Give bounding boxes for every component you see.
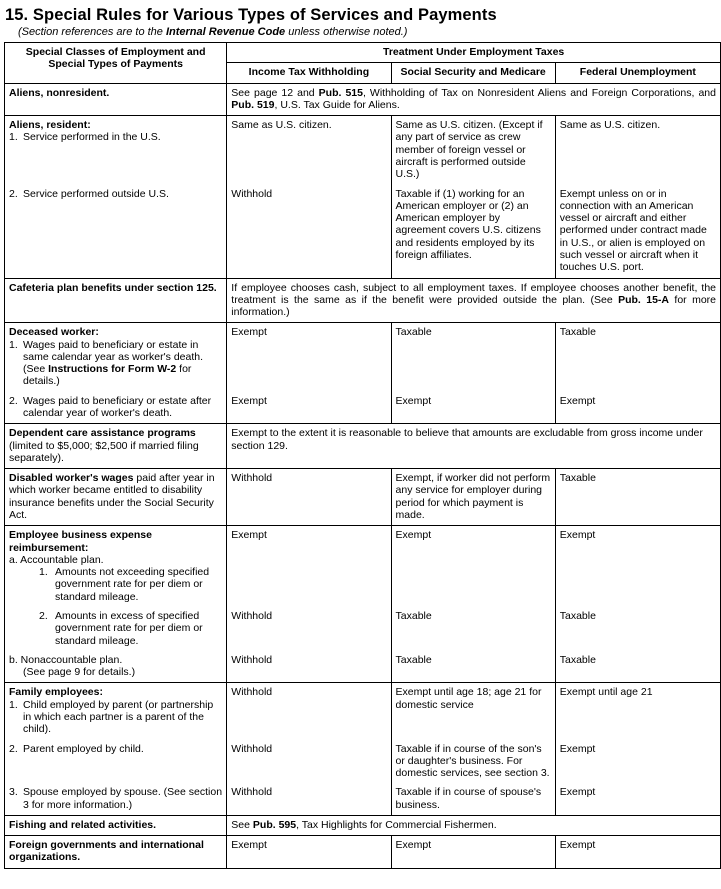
label-bold: Dependent care assistance programs: [9, 427, 196, 440]
row-label-family-employees: [5, 683, 227, 740]
value-futa-ebe-b: Taxable: [555, 651, 720, 683]
row-value-cafeteria-plan: [227, 278, 721, 323]
value-income-aliens-resident-1: Same as U.S. citizen.: [227, 116, 391, 185]
label-text: Deceased worker:: [9, 326, 99, 339]
item-number: 3.: [9, 786, 18, 799]
page-title: 15. Special Rules for Various Types of Services and Payments: [5, 6, 497, 24]
header-special-classes: Special Classes of Employment and Special Types of Payments: [5, 43, 227, 84]
subtitle-suffix: unless otherwise noted.): [285, 26, 408, 38]
t2-2: for more information.): [231, 293, 717, 319]
list-item: [9, 743, 222, 755]
value-ss-family-2: Taxable if in course of the son's or daughter's business. For domestic services, see section 3.: [391, 740, 555, 784]
value-income-ebe-2: Withhold: [227, 607, 391, 651]
value-income-family-3: Withhold: [227, 783, 391, 815]
subtitle-prefix: (Section references are to the: [18, 26, 166, 38]
value-ss-family-1: Exempt until age 18; age 21 for domestic service: [391, 683, 555, 740]
value-futa-disabled: Taxable: [555, 469, 720, 526]
item-text: Child employed by parent (or partnership in which each partner is a parent of the child).: [23, 698, 214, 736]
table-row: [5, 116, 721, 185]
value-futa-aliens-resident-1: Same as U.S. citizen.: [555, 116, 720, 185]
value-ss-disabled: Exempt, if worker did not perform any service for employer during period for which payment is made.: [391, 469, 555, 526]
row-label-deceased-worker-2: [5, 392, 227, 424]
row-label-foreign-governments: [5, 836, 227, 869]
item-text: Amounts not exceeding specified government rate for per diem or standard mileage.: [55, 566, 210, 603]
value-futa-family-1: Exempt until age 21: [555, 683, 720, 740]
value-income-ebe-b: Withhold: [227, 651, 391, 683]
table-row: [5, 323, 721, 392]
row-value-aliens-nonresident: [227, 83, 721, 116]
row-label-aliens-nonresident: [5, 83, 227, 116]
list-item: [9, 188, 222, 200]
row-label-deceased-worker: [5, 323, 227, 392]
value-futa-foreign: Exempt: [555, 836, 720, 869]
table-row: [5, 83, 721, 116]
row-label-employee-business-expense: [5, 526, 227, 607]
table-row: [5, 424, 721, 469]
list-item: [9, 786, 222, 811]
item-text: Service performed in the U.S.: [23, 131, 161, 144]
label-text: Employee business expense reimbursement:: [9, 529, 152, 554]
value-income-foreign: Exempt: [227, 836, 391, 869]
row-label-aliens-resident: [5, 116, 227, 185]
t0-1: Pub. 515: [318, 86, 363, 99]
list-item: [9, 699, 222, 736]
item-text-c: for details.): [23, 363, 192, 388]
value-ss-aliens-resident-2: Taxable if (1) working for an American employer or (2) an American employer by agreement covers U.S. citizens and residents employed by its foreign affiliates.: [391, 185, 555, 278]
t2-1: Pub. 15-A: [618, 293, 670, 306]
value-income-family-2: Withhold: [227, 740, 391, 784]
t8-1: Pub. 595: [252, 818, 297, 831]
value-income-aliens-resident-2: Withhold: [227, 185, 391, 278]
label-rest: (limited to $5,000; $2,500 if married filing separately).: [9, 439, 199, 464]
table-row: [5, 815, 721, 835]
header-income-tax-withholding: Income Tax Withholding: [227, 63, 391, 83]
value-income-family-1: Withhold: [227, 683, 391, 740]
item-text: Amounts in excess of specified government rate for per diem or standard mileage.: [55, 609, 203, 647]
header-federal-unemployment: Federal Unemployment: [555, 63, 720, 83]
t0-0: See page 12 and: [231, 86, 319, 99]
label-text: Foreign governments and international organizations.: [9, 839, 204, 864]
item-text: Wages paid to beneficiary or estate after calendar year of worker's death.: [23, 394, 212, 420]
label-text: Aliens, resident:: [9, 119, 91, 132]
value-futa-family-2: Exempt: [555, 740, 720, 784]
table-row: [5, 278, 721, 323]
item-number: 2.: [9, 742, 18, 755]
value-ss-ebe-2: Taxable: [391, 607, 555, 651]
special-rules-table: [4, 42, 721, 869]
list-item: [39, 566, 222, 603]
table-row: [5, 185, 721, 278]
row-label-family-2: [5, 740, 227, 784]
table-row: [5, 651, 721, 683]
item-text: Service performed outside U.S.: [23, 187, 169, 200]
sub-label-a: a. Accountable plan.: [9, 553, 104, 566]
value-ss-foreign: Exempt: [391, 836, 555, 869]
list-item: [9, 395, 222, 420]
t0-2: , Withholding of Tax on Nonresident Aliens and Foreign Corporations, and: [362, 86, 716, 99]
value-income-disabled: Withhold: [227, 469, 391, 526]
item-text-a: Wages paid to beneficiary or estate in same calendar year as worker's death. (See: [23, 338, 204, 376]
table-header-row-1: [5, 43, 721, 63]
value-ss-aliens-resident-1: Same as U.S. citizen. (Except if any part of service as crew member of foreign vessel or aircraft is performed outside U.S.): [391, 116, 555, 185]
list-item: [9, 339, 222, 388]
value-futa-ebe-2: Taxable: [555, 607, 720, 651]
value-ss-ebe-b: Taxable: [391, 651, 555, 683]
row-label-aliens-resident-2: [5, 185, 227, 278]
value-ss-family-3: Taxable if in course of spouse's business.: [391, 783, 555, 815]
item-text: Parent employed by child.: [23, 742, 144, 755]
row-label-fishing: [5, 815, 227, 835]
value-income-ebe-1: Exempt: [227, 526, 391, 607]
item-number: 1.: [9, 338, 18, 351]
header-treatment-group: Treatment Under Employment Taxes: [227, 43, 721, 63]
label-text: Family employees:: [9, 686, 103, 699]
table-row: [5, 683, 721, 740]
item-number: 2.: [9, 187, 18, 200]
value-income-deceased-1: Exempt: [227, 323, 391, 392]
label-bold: Disabled worker's wages: [9, 472, 134, 485]
value-ss-deceased-1: Taxable: [391, 323, 555, 392]
sub-label-b: b. Nonaccountable plan.: [9, 653, 123, 666]
table-row: [5, 392, 721, 424]
sub-label-b-note: (See page 9 for details.): [23, 666, 136, 679]
item-number: 1.: [9, 131, 18, 144]
row-label-cafeteria-plan: [5, 278, 227, 323]
table-row: [5, 740, 721, 784]
t8-0: See: [231, 818, 253, 831]
row-value-fishing: [227, 815, 721, 835]
t0-4: , U.S. Tax Guide for Aliens.: [274, 98, 400, 111]
list-item: [9, 131, 222, 143]
item-number: 2.: [39, 609, 48, 622]
label-text: Fishing and related activities.: [9, 818, 157, 831]
row-value-dependent-care: Exempt to the extent it is reasonable to believe that amounts are excludable from gross income under section 129.: [227, 424, 721, 469]
row-label-disabled-worker: [5, 469, 227, 526]
value-futa-ebe-1: Exempt: [555, 526, 720, 607]
header-social-security-medicare: Social Security and Medicare: [391, 63, 555, 83]
item-number: 2.: [9, 394, 18, 407]
value-futa-deceased-1: Taxable: [555, 323, 720, 392]
value-futa-aliens-resident-2: Exempt unless on or in connection with an American vessel or aircraft and either performed under contract made in U.S., or alien is employed on such vessel or aircraft when it touches U.S. port.: [555, 185, 720, 278]
page-subtitle: [18, 26, 719, 38]
row-label-family-3: [5, 783, 227, 815]
item-number: 1.: [39, 566, 48, 579]
label-text: Cafeteria plan benefits under section 125.: [9, 281, 217, 294]
item-text-b: Instructions for Form W-2: [48, 363, 177, 376]
table-row: [5, 836, 721, 869]
table-row: [5, 607, 721, 651]
row-label-ebe-2: [5, 607, 227, 651]
value-ss-deceased-2: Exempt: [391, 392, 555, 424]
value-income-deceased-2: Exempt: [227, 392, 391, 424]
value-ss-ebe-1: Exempt: [391, 526, 555, 607]
row-label-ebe-b: [5, 651, 227, 683]
item-number: 1.: [9, 698, 18, 711]
list-item: [39, 610, 222, 647]
item-text: Spouse employed by spouse. (See section 3 for more information.): [23, 786, 223, 811]
subtitle-emphasis: Internal Revenue Code: [165, 26, 286, 38]
t8-2: , Tax Highlights for Commercial Fishermen.: [296, 818, 497, 831]
t0-3: Pub. 519: [231, 98, 275, 111]
value-futa-family-3: Exempt: [555, 783, 720, 815]
label-text: Aliens, nonresident.: [9, 86, 110, 99]
t2-0: If employee chooses cash, subject to all employment taxes. If employee chooses another benefit, the treatment is the same as if the benefit were provided outside the plan. (See: [231, 281, 716, 306]
table-row: [5, 526, 721, 607]
label-rest: paid after year in which worker became entitled to disability insurance benefits under the Social Security Act.: [9, 472, 215, 521]
table-row: [5, 783, 721, 815]
row-label-dependent-care: [5, 424, 227, 469]
value-futa-deceased-2: Exempt: [555, 392, 720, 424]
table-row: [5, 469, 721, 526]
